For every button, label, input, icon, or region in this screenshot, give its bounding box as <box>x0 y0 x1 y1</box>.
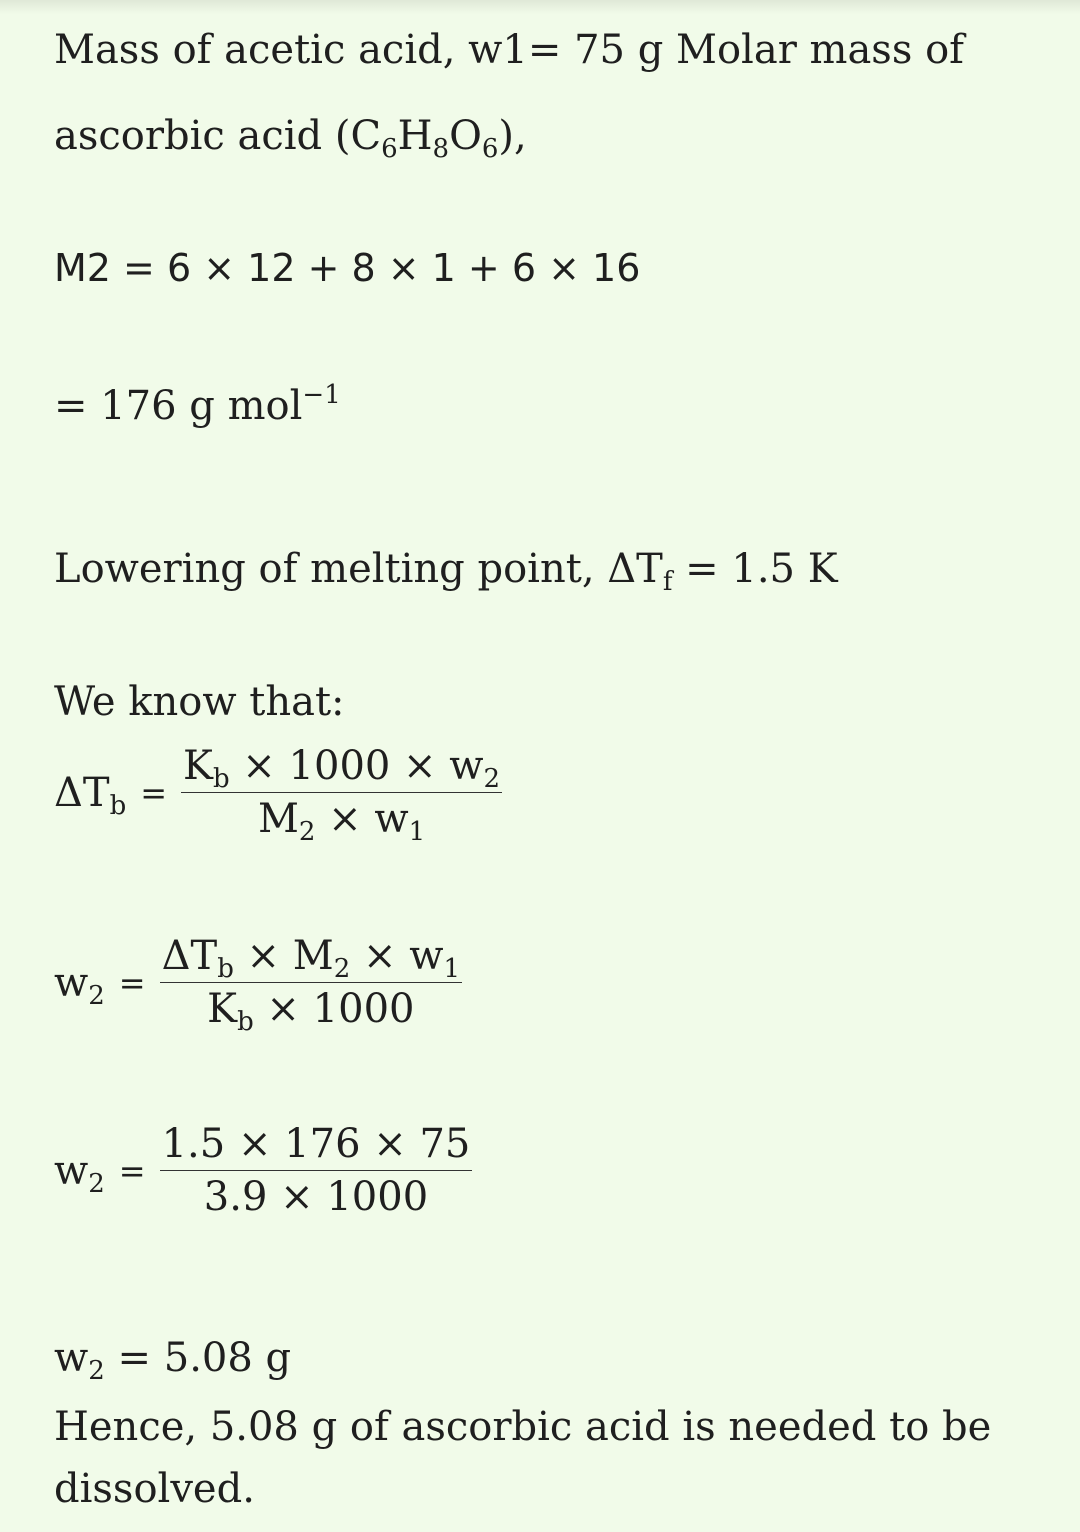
formula2-numerator <box>160 934 462 983</box>
formula2-num-m: × M <box>233 933 334 979</box>
formula-subscript: 6 <box>481 134 499 164</box>
formula2-num-dt: ΔT <box>161 933 218 979</box>
conclusion-paragraph: Hence, 5.08 g of ascorbic acid is needed to be dissolved. <box>54 1404 992 1512</box>
formula1-den-m-sub: 2 <box>298 817 316 847</box>
formula2-den-rest: × 1000 <box>253 986 415 1032</box>
formula2-num-w: × w <box>350 933 444 979</box>
formula2-lhs-text: w <box>54 959 89 1006</box>
formula2-den-k: K <box>207 986 238 1032</box>
formula-solute-mass <box>54 933 462 1037</box>
formula2-equals: = <box>118 963 146 1002</box>
formula2-lhs-sub: 2 <box>88 980 105 1011</box>
unit-exponent: −1 <box>302 380 341 410</box>
formula2-num-m-sub: 2 <box>333 954 351 984</box>
formula3-equals: = <box>118 1151 146 1190</box>
result-value: = 5.08 g <box>104 1335 292 1381</box>
formula1-den-m: M <box>257 796 299 842</box>
result-lhs-sub: 2 <box>88 1356 105 1386</box>
formula1-lhs-text: ΔT <box>54 769 110 816</box>
lowering-value: = 1.5 K <box>672 546 838 592</box>
molar-mass-result-text: = 176 g mol <box>54 383 303 429</box>
lowering-subscript: f <box>662 567 673 597</box>
formula1-num-rest: × 1000 × w <box>229 743 484 789</box>
formula2-denominator <box>207 983 415 1037</box>
molar-mass-expression: M2 = 6 × 12 + 8 × 1 + 6 × 16 <box>54 246 641 290</box>
formula3-lhs-text: w <box>54 1147 89 1194</box>
formula1-num-w-sub: 2 <box>483 764 501 794</box>
formula1-den-rest: × w <box>315 796 409 842</box>
formula-boiling-elevation <box>54 743 502 847</box>
formula-substitution <box>54 1122 472 1219</box>
formula1-equals: = <box>140 773 168 812</box>
formula-subscript: 6 <box>381 134 398 164</box>
intro-line-2 <box>54 112 527 164</box>
formula2-fraction <box>160 933 462 1037</box>
molar-mass-result <box>54 382 341 430</box>
formula-subscript: 8 <box>432 134 450 164</box>
intro-line-1: Mass of acetic acid, w1= 75 g Molar mass of <box>54 27 964 73</box>
intro-line-2-text: ascorbic acid (C <box>54 113 382 159</box>
formula-element: H <box>397 113 433 159</box>
formula2-num-dt-sub: b <box>217 954 234 984</box>
formula3-lhs-sub: 2 <box>88 1168 105 1199</box>
formula1-lhs <box>54 769 127 821</box>
formula-element: O <box>449 113 482 159</box>
formula1-fraction <box>181 743 502 847</box>
formula2-num-w-sub: 1 <box>443 954 461 984</box>
top-shadow <box>0 0 1080 14</box>
result-line <box>54 1334 292 1386</box>
lowering-line <box>54 545 838 597</box>
formula1-den-w-sub: 1 <box>408 817 426 847</box>
formula1-denominator <box>257 793 426 847</box>
formula3-fraction <box>160 1122 473 1219</box>
formula1-numerator <box>181 744 502 793</box>
formula-end: ), <box>498 113 527 159</box>
we-know-line: We know that: <box>54 679 345 725</box>
formula3-denominator: 3.9 × 1000 <box>203 1174 429 1220</box>
lowering-text: Lowering of melting point, ΔT <box>54 546 663 592</box>
formula1-num-k-sub: b <box>212 764 230 794</box>
formula1-num-k: K <box>183 743 213 789</box>
formula1-lhs-sub: b <box>109 790 127 821</box>
formula2-den-k-sub: b <box>237 1007 254 1037</box>
formula2-lhs <box>54 959 105 1011</box>
formula3-numerator: 1.5 × 176 × 75 <box>160 1122 473 1171</box>
result-lhs: w <box>54 1335 89 1381</box>
formula3-lhs <box>54 1147 105 1199</box>
